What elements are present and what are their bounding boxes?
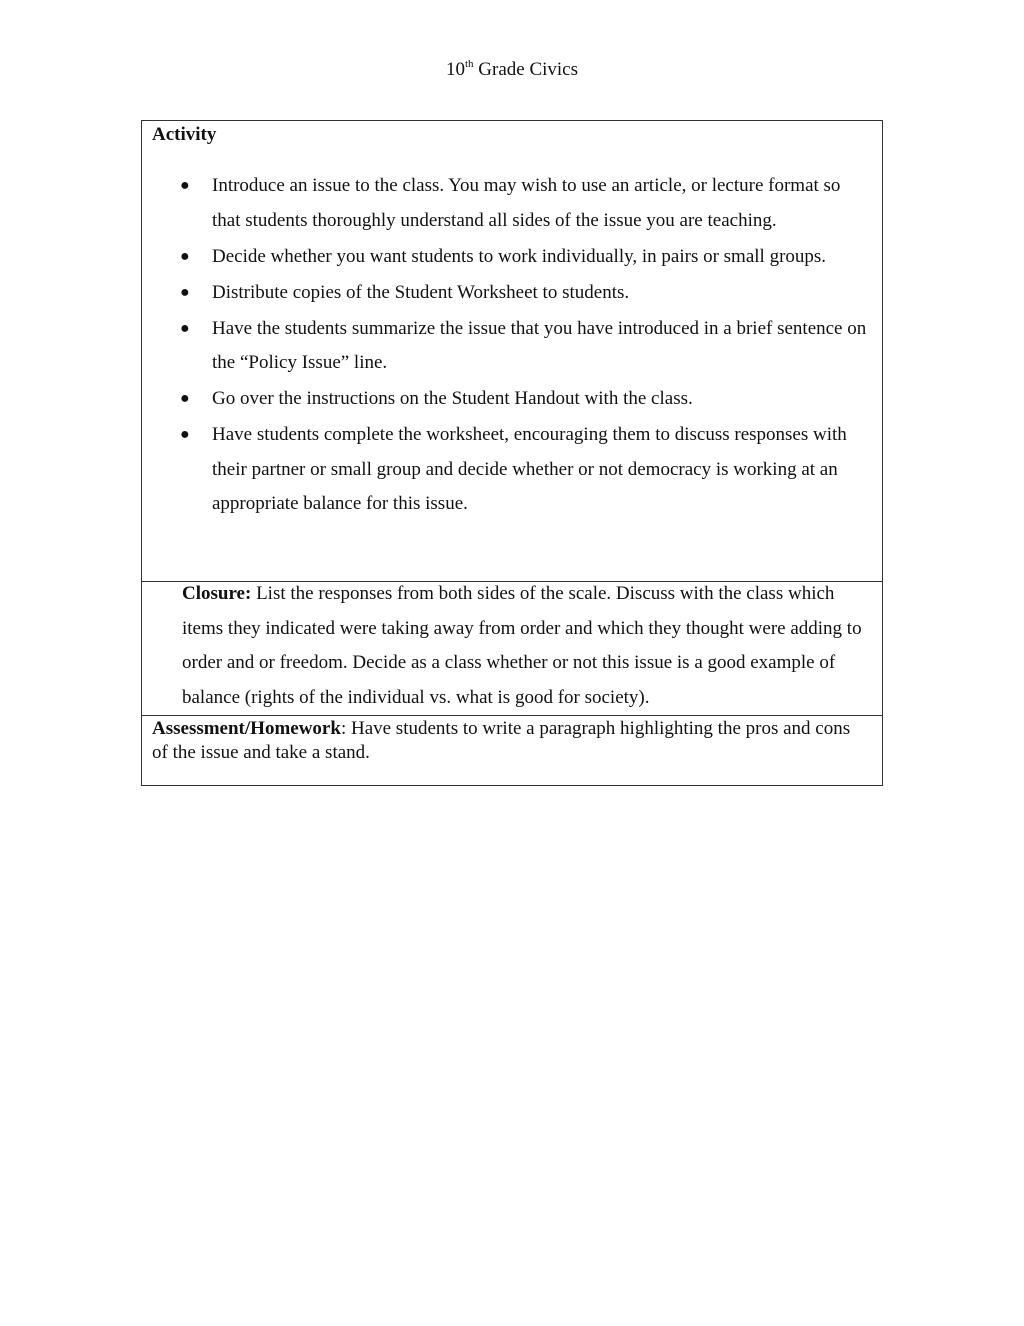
activity-item-text: Introduce an issue to the class. You may wish to use an article, or lecture format so that students thoroughly understand all sides of the issue you are teaching. [212, 175, 841, 231]
bullet-icon: ● [180, 426, 190, 443]
activity-item [152, 276, 872, 311]
assessment-section [142, 716, 882, 785]
bullet-icon: ● [180, 319, 190, 337]
activity-item-text: Distribute copies of the Student Worksheet to students. [212, 281, 630, 303]
assessment-label: Assessment/Homework [152, 718, 341, 739]
activity-item-text: Have students complete the worksheet, encouraging them to discuss responses with their partner or small group and decide whether or not democracy is working at an appropriate balance for this issue. [212, 424, 847, 514]
activity-section [142, 121, 882, 582]
activity-item-text: Have the students summarize the issue that you have introduced in a brief sentence on the “Policy Issue” line. [212, 317, 867, 373]
closure-section [142, 577, 882, 716]
course-title: Grade Civics [478, 59, 579, 80]
assessment-text: : Have students to write a paragraph highlighting the pros and cons of the issue and take a stand. [152, 718, 851, 763]
activity-item [152, 382, 872, 417]
closure-paragraph [182, 577, 874, 715]
closure-label: Closure: [182, 583, 252, 604]
bullet-icon: ● [180, 283, 190, 301]
activity-item [152, 312, 872, 381]
lesson-plan-table [141, 120, 883, 786]
assessment-paragraph [152, 717, 852, 765]
activity-item-text: Go over the instructions on the Student Handout with the class. [212, 388, 693, 409]
grade-number: 10 [445, 59, 465, 80]
activity-heading: Activity [152, 124, 217, 145]
activity-item [152, 169, 872, 238]
activity-item [152, 240, 872, 275]
closure-text: List the responses from both sides of the scale. Discuss with the class which items they indicated were taking away from order and which they thought were adding to order and or freedom. Decide as a class whether or not this issue is a good example of balance (rights of the individual vs. what is good for society). [182, 583, 862, 708]
bullet-icon: ● [180, 390, 190, 407]
activity-item [152, 418, 872, 522]
page-header [0, 58, 1024, 84]
grade-suffix: th [464, 58, 474, 70]
activity-list [152, 169, 872, 522]
bullet-icon: ● [180, 177, 190, 194]
activity-item-text: Decide whether you want students to work individually, in pairs or small groups. [212, 245, 827, 267]
bullet-icon: ● [180, 247, 190, 265]
